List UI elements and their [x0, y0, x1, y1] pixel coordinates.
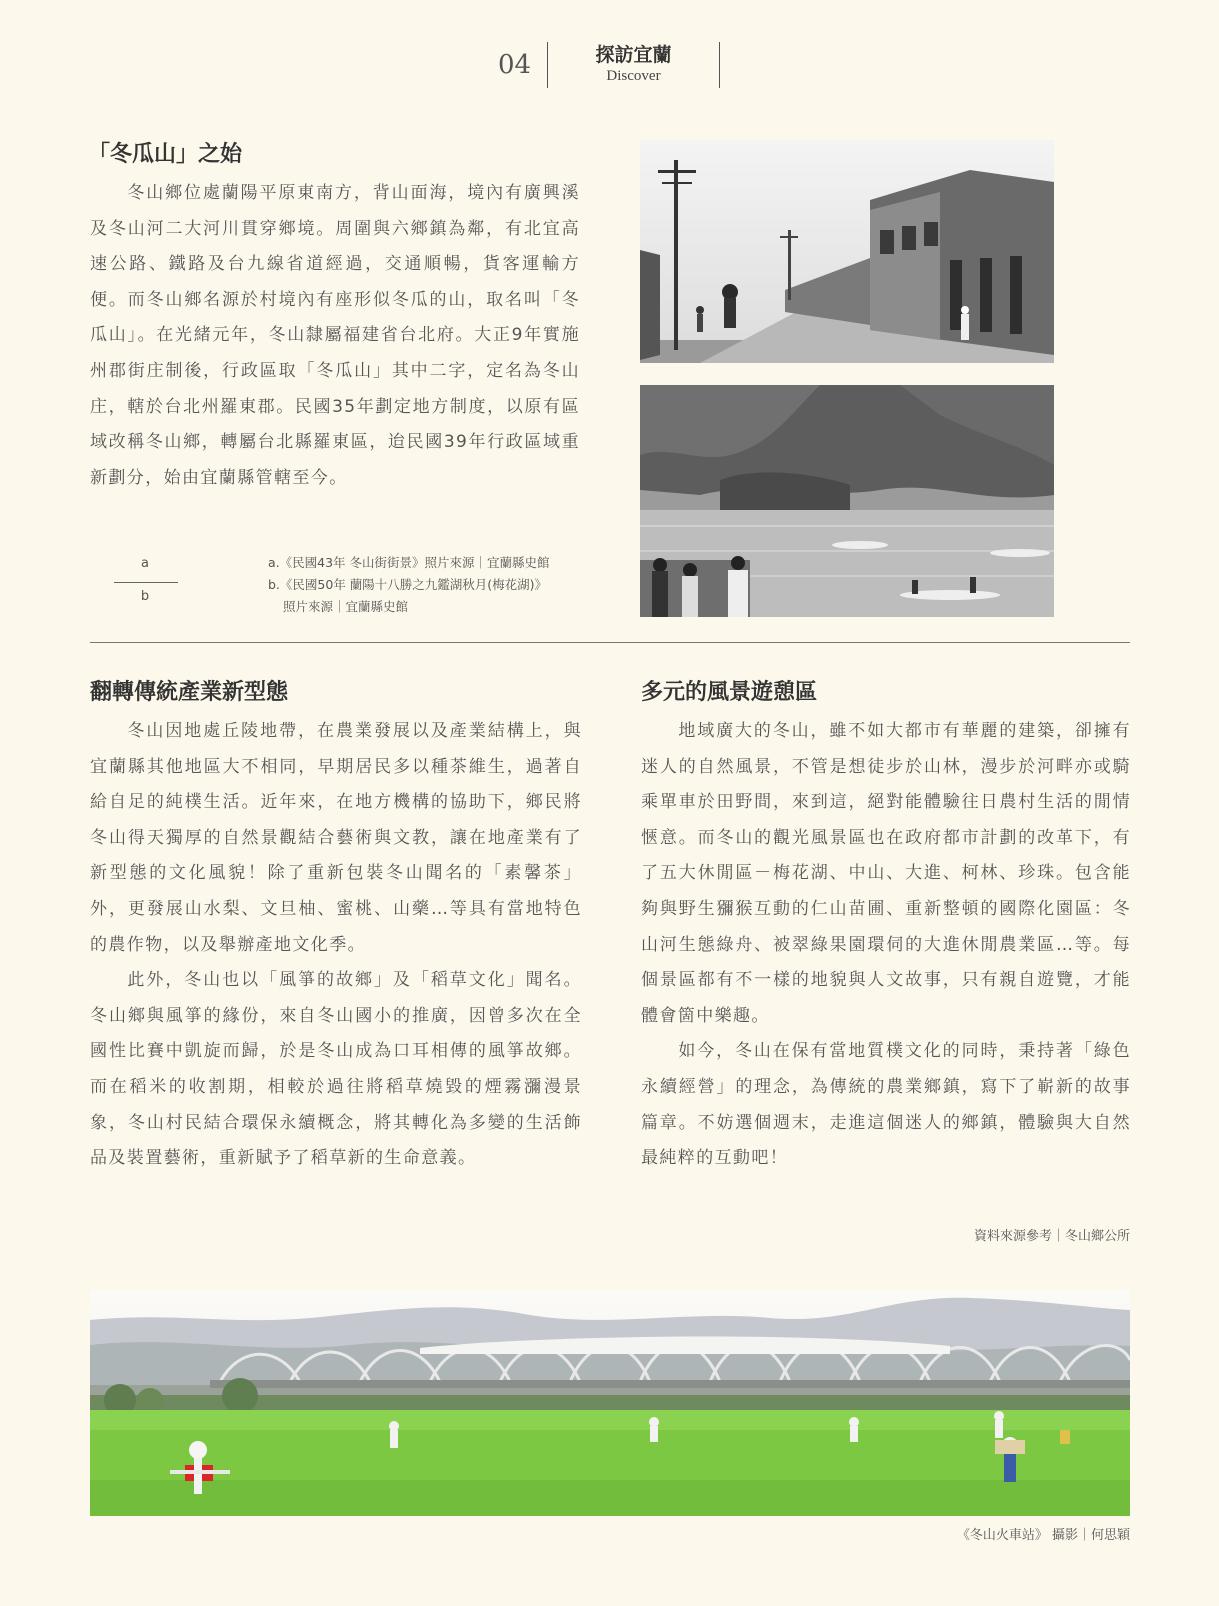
caption-b-source: 照片來源｜宜蘭縣史館 [283, 599, 409, 614]
section-title: 探訪宜蘭 [595, 44, 672, 66]
scenery-heading: 多元的風景遊憩區 [641, 679, 818, 705]
photo-old-street [640, 140, 1054, 363]
scenery-body [641, 714, 1131, 1177]
photo-credit: 《冬山火車站》 攝影｜何思穎 [956, 1528, 1130, 1543]
source-note: 資料來源參考｜冬山鄉公所 [973, 1229, 1130, 1244]
industry-paragraph-2: 此外，冬山也以「風箏的故鄉」及「稻草文化」聞名。冬山鄉與風箏的緣份，來自冬山國小的推廣，因曾多次在全國性比賽中凱旋而歸，於是冬山成為口耳相傳的風箏故鄉。而在稻米的收割期，相較於過往將稻草燒毀的煙霧瀰漫景象，冬山村民結合環保永續概念，將其轉化為多變的生活飾品及裝置藝術，重新賦予了稻草新的生命意義。 [90, 970, 582, 1169]
origin-body [90, 176, 580, 496]
scenery-paragraph-1: 地域廣大的冬山，雖不如大都市有華麗的建築，卻擁有迷人的自然風景，不管是想徒步於山林，漫步於河畔亦或騎乘單車於田野間，來到這，絕對能體驗往日農村生活的閒情愜意。而冬山的觀光風景區也在政府都市計劃的改革下，有了五大休閒區－梅花湖、中山、大進、柯林、珍珠。包含能夠與野生獼猴互動的仁山苗圃、重新整頓的國際化園區：冬山河生態綠舟、被翠綠果園環伺的大進休閒農業區…等。每個景區都有不一樣的地貌與人文故事，只有親自遊覽，才能體會箇中樂趣。 [641, 721, 1131, 1026]
caption-a: a.《民國43年 冬山街街景》照片來源｜宜蘭縣史館 [268, 555, 550, 570]
photo-captions [268, 552, 550, 618]
section-subtitle: Discover [606, 68, 661, 84]
legend-b: b [140, 589, 150, 604]
lake-image [640, 385, 1054, 617]
origin-paragraph: 冬山鄉位處蘭陽平原東南方，背山面海，境內有廣興溪及冬山河二大河川貫穿鄉境。周圍與六鄉鎮為鄰，有北宜高速公路、鐵路及台九線省道經過，交通順暢，貨客運輸方便。而冬山鄉名源於村境內有座形似冬瓜的山，取名叫「冬瓜山」。在光緒元年，冬山隸屬福建省台北府。大正9年實施州郡街庄制後，行政區取「冬瓜山」其中二字，定名為冬山庄，轄於台北州羅東郡。民國35年劃定地方制度，以原有區域改稱冬山鄉，轉屬台北縣羅東區，迨民國39年行政區域重新劃分，始由宜蘭縣管轄至今。 [90, 183, 580, 488]
industry-paragraph-1: 冬山因地處丘陵地帶，在農業發展以及產業結構上，與宜蘭縣其他地區大不相同，早期居民多以種茶維生，過著自給自足的純樸生活。近年來，在地方機構的協助下，鄉民將冬山得天獨厚的自然景觀結合藝術與文教，讓在地產業有了新型態的文化風貌！除了重新包裝冬山聞名的「素馨茶」外，更發展山水梨、文旦柚、蜜桃、山藥…等具有當地特色的農作物，以及舉辦產地文化季。 [90, 721, 582, 955]
scenery-paragraph-2: 如今，冬山在保有當地質樸文化的同時，秉持著「綠色永續經營」的理念，為傳統的農業鄉鎮，寫下了嶄新的故事篇章。不妨選個週末，走進這個迷人的鄉鎮，體驗與大自然最純粹的互動吧！ [641, 1041, 1131, 1169]
photo-dongshan-station [90, 1290, 1130, 1516]
origin-heading: 「冬瓜山」之始 [88, 141, 243, 167]
legend-a: a [141, 556, 149, 571]
section-divider [90, 642, 1130, 643]
industry-heading: 翻轉傳統產業新型態 [90, 679, 289, 705]
photo-legend [110, 556, 180, 612]
caption-b: b.《民國50年 蘭陽十八勝之九鑑湖秋月(梅花湖)》 [268, 577, 548, 592]
industry-body [90, 714, 582, 1177]
page-number: 04 [498, 50, 532, 80]
header-divider-right [719, 42, 720, 88]
old-street-image [640, 140, 1054, 363]
station-panorama-image [90, 1290, 1130, 1516]
photo-lake [640, 385, 1054, 617]
legend-divider [114, 582, 178, 583]
page-header [0, 38, 1219, 90]
